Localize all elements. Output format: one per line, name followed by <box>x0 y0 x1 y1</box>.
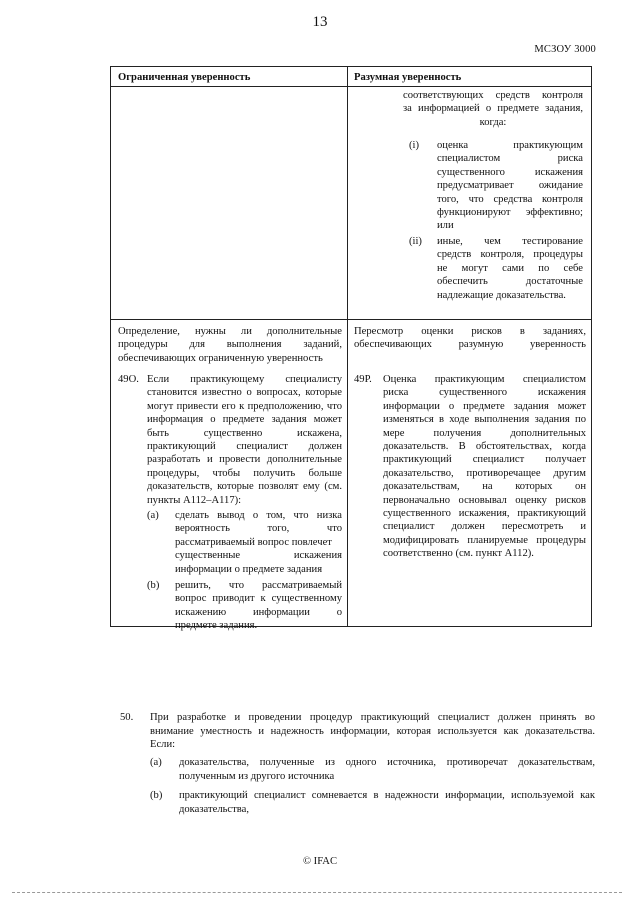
text-line: практикующий специалист должен <box>147 441 342 453</box>
row2-left-heading <box>118 325 342 365</box>
text-line: практикующий специалист получает <box>383 454 586 466</box>
text-line: информации о предмете задания <box>175 563 323 575</box>
row2-item-a <box>175 509 342 576</box>
text-line: оценка практикующим <box>437 140 583 151</box>
text-line: процедуры, чтобы получить больше <box>147 467 342 479</box>
text-line: При разработке и проведении процедур практикующий специалист должен принять во <box>150 712 595 723</box>
text-line: Определение, нужны ли дополнительные <box>118 326 342 337</box>
row-divider <box>111 319 591 320</box>
text-line: разработать и провести дополнительные <box>147 454 342 466</box>
header-reasonable-assurance: Разумная уверенность <box>354 72 462 83</box>
text-line: предусматривает ожидание <box>437 180 583 192</box>
page-number: 13 <box>312 14 328 30</box>
paragraph-49p <box>383 373 586 561</box>
text-line: модифицировать планируемые процедуры <box>383 534 586 546</box>
item-label-i: (i) <box>409 140 419 151</box>
text-line: обеспечивающих ограниченную уверенность <box>118 352 323 364</box>
paragraph-label-49o: 49О. <box>118 374 139 385</box>
column-divider <box>347 67 348 626</box>
item-label-50a: (a) <box>150 757 162 768</box>
paragraph-50 <box>150 711 595 752</box>
text-line: существенного искажения, практикующий <box>383 508 586 520</box>
text-line: процедуры для выполнения заданий, <box>118 339 342 351</box>
text-line: Если: <box>150 739 176 751</box>
text-line: существенные искажения <box>175 550 342 562</box>
header-limited-assurance: Ограниченная уверенность <box>118 72 251 83</box>
header-divider <box>111 86 591 87</box>
text-line: или <box>437 220 454 232</box>
text-line: соответственно (см. пункт A112). <box>383 548 534 560</box>
text-line: за информацией о предмете задания, <box>403 103 583 115</box>
item-label-50b: (b) <box>150 790 163 801</box>
paragraph-50-item-a <box>179 756 595 783</box>
text-line: обеспечить достаточные <box>437 276 583 288</box>
row1-item-ii <box>437 235 583 302</box>
text-line: первоначально основывал оценку рисков <box>383 494 586 506</box>
text-line: становится известно о вопросах, которые <box>147 387 342 399</box>
text-line: доказательствам, на которых он <box>383 481 586 493</box>
text-line: информации о предмете задания может <box>383 400 586 412</box>
text-line: специалистом риска <box>437 153 583 165</box>
comparison-table <box>110 66 592 632</box>
row1-right-intro <box>403 89 583 129</box>
text-line: практикующий специалист сомневается в надежности информации, используемой как <box>179 790 595 801</box>
text-line: быть существенно искажена, <box>147 427 342 439</box>
text-line: решить, что рассматриваемый <box>175 580 342 591</box>
text-line: могут привести его к предположению, что <box>147 400 342 412</box>
text-line: доказательство, противоречащее другим <box>383 467 586 479</box>
scan-edge-line <box>12 892 622 893</box>
row2-right-heading <box>354 325 586 352</box>
paragraph-50-item-b <box>179 789 595 816</box>
text-line: когда: <box>479 116 507 128</box>
text-line: риска существенного искажения <box>383 387 586 399</box>
text-line: Если практикующему специалисту <box>147 374 342 385</box>
text-line: соответствующих средств контроля <box>403 90 583 101</box>
text-line: существенного искажения <box>437 166 583 178</box>
text-line: рассматриваемый вопрос повлечет <box>175 536 332 548</box>
text-line: изменяться в ходе выполнения задания по <box>383 414 586 426</box>
text-line: искажению информации о <box>175 606 342 618</box>
text-line: не могут сами по себе <box>437 262 583 274</box>
item-label-b: (b) <box>147 580 160 591</box>
text-line: доказательства, <box>179 803 249 815</box>
text-line: Оценка практикующим специалистом <box>383 374 586 385</box>
copyright-footer: © IFAC <box>302 856 338 867</box>
text-line: того, что средства контроля <box>437 193 583 205</box>
text-line: предмете задания. <box>175 620 258 632</box>
row1-item-i <box>437 139 583 233</box>
text-line: полученным из другого источника <box>179 770 335 782</box>
paragraph-label-49p: 49Р. <box>354 374 372 385</box>
paragraph-49o <box>147 373 342 507</box>
text-line: обеспечивающих разумную уверенность <box>354 339 586 351</box>
text-line: мере получения дополнительных <box>383 427 586 439</box>
row2-item-b <box>175 579 342 633</box>
paragraph-number-50: 50. <box>120 712 134 723</box>
document-code: МСЗОУ 3000 <box>534 44 596 55</box>
text-line: функционируют эффективно; <box>437 207 583 219</box>
text-line: средств контроля, процедуры <box>437 249 583 261</box>
text-line: надлежащие доказательства. <box>437 289 566 301</box>
text-line: доказательства, полученные из одного источника, противоречат доказательствам, <box>179 757 595 768</box>
text-line: вопрос приводит к существенному <box>175 593 342 605</box>
text-line: вероятность того, что <box>175 523 342 535</box>
text-line: пункты A112–A117): <box>147 494 242 506</box>
item-label-a: (a) <box>147 510 159 521</box>
text-line: внимание уместность и надежность информации, которая используется как доказательства. <box>150 725 595 737</box>
text-line: иные, чем тестирование <box>437 236 583 247</box>
text-line: доказательств. В обстоятельствах, когда <box>383 441 586 453</box>
text-line: информация о предмете задания может <box>147 414 342 426</box>
text-line: специалист должен пересмотреть и <box>383 521 586 533</box>
text-line: доказательств, которые позволят ему (см. <box>147 481 342 493</box>
item-label-ii: (ii) <box>409 236 422 247</box>
text-line: сделать вывод о том, что низка <box>175 510 342 521</box>
text-line: Пересмотр оценки рисков в заданиях, <box>354 326 586 337</box>
